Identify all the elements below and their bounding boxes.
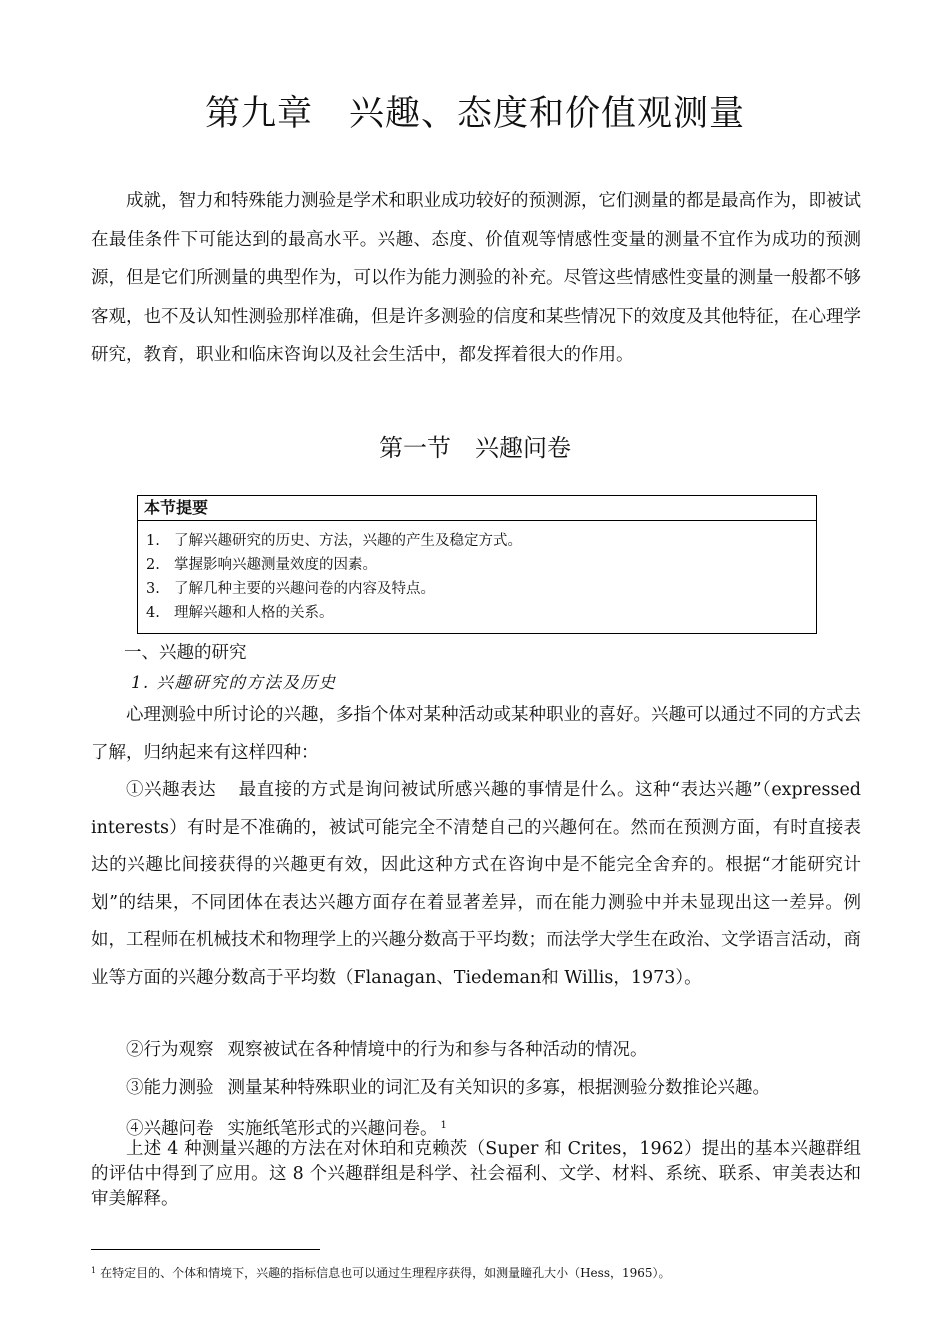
footnote: $^1$ 在特定目的、个体和情境下，兴趣的指标信息也可以通过生理程序获得，如测量瞳孔大小（Hess，1965）。 <box>91 1266 671 1280</box>
footnote-divider <box>91 1249 320 1250</box>
paragraph-method-observation: ②行为观察 观察被试在各种情境中的行为和参与各种活动的情况。 <box>126 1040 648 1060</box>
footnote-reference[interactable]: 1 <box>440 1120 447 1131</box>
heading-interest-research: 一、兴趣的研究 <box>124 643 247 663</box>
summary-heading: 本节提要 <box>138 496 816 521</box>
chapter-title: 第九章 兴趣、态度和价值观测量 <box>204 94 745 134</box>
paragraph-interest-groups: 上述 4 种测量兴趣的方法在对休珀和克赖茨（Super 和 Crites，1962）提出的基本兴趣群组的评估中得到了应用。这 8 个兴趣群组是科学、社会福利、文学、材料、系统、联系、审美表达和审美解释。 <box>91 1139 861 1209</box>
summary-item: 4. 理解兴趣和人格的关系。 <box>146 605 334 621</box>
method-term: ③能力测验 <box>126 1078 214 1098</box>
heading-methods-history: 1. 兴趣研究的方法及历史 <box>131 673 337 692</box>
method-term: ④兴趣问卷 <box>126 1119 214 1139</box>
summary-list <box>138 521 816 625</box>
paragraph-interest-definition: 心理测验中所讨论的兴趣，多指个体对某种活动或某种职业的喜好。兴趣可以通过不同的方式去了解，归纳起来有这样四种： <box>91 705 861 763</box>
paragraph-method-ability: ③能力测验 测量某种特殊职业的词汇及有关知识的多寡，根据测验分数推论兴趣。 <box>126 1078 770 1098</box>
footnote-mark: 1 <box>91 1266 97 1275</box>
summary-item: 3. 了解几种主要的兴趣问卷的内容及特点。 <box>146 581 435 597</box>
section-summary-box <box>137 495 817 634</box>
section-title: 第一节 兴趣问卷 <box>379 434 571 462</box>
summary-item: 1. 了解兴趣研究的历史、方法，兴趣的产生及稳定方式。 <box>146 533 522 549</box>
method-term: ②行为观察 <box>126 1040 214 1060</box>
paragraph-method-questionnaire: ④兴趣问卷 实施纸笔形式的兴趣问卷。 $^1$ <box>126 1119 447 1139</box>
method-term: ①兴趣表达 <box>126 780 217 800</box>
intro-paragraph: 成就，智力和特殊能力测验是学术和职业成功较好的预测源，它们测量的都是最高作为，即被试在最佳条件下可能达到的最高水平。兴趣、态度、价值观等情感性变量的测量不宜作为成功的预测源，但是它们所测量的典型作为，可以作为能力测验的补充。尽管这些情感性变量的测量一般都不够客观，也不及认知性测验那样准确，但是许多测验的信度和某些情况下的效度及其他特征，在心理学研究，教育，职业和临床咨询以及社会生活中，都发挥着很大的作用。 <box>91 191 861 366</box>
paragraph-method-expression: ①兴趣表达 最直接的方式是询问被试所感兴趣的事情是什么。这种“表达兴趣”（expressed interests）有时是不准确的，被试可能完全不清楚自己的兴趣何在。然而在预测方面，有时直接表达的兴趣比间接获得的兴趣更有效，因此这种方式在咨询中是不能完全舍弃的。根据“才能研究计划”的结果，不同团体在表达兴趣方面存在着显著差异，而在能力测验中并未显现出这一差异。例如，工程师在机械技术和物理学上的兴趣分数高于平均数；而法学大学生在政治、文学语言活动，商业等方面的兴趣分数高于平均数（Flanagan、Tiedeman和 Willis，1973）。 <box>91 780 861 988</box>
summary-item: 2. 掌握影响兴趣测量效度的因素。 <box>146 557 377 573</box>
